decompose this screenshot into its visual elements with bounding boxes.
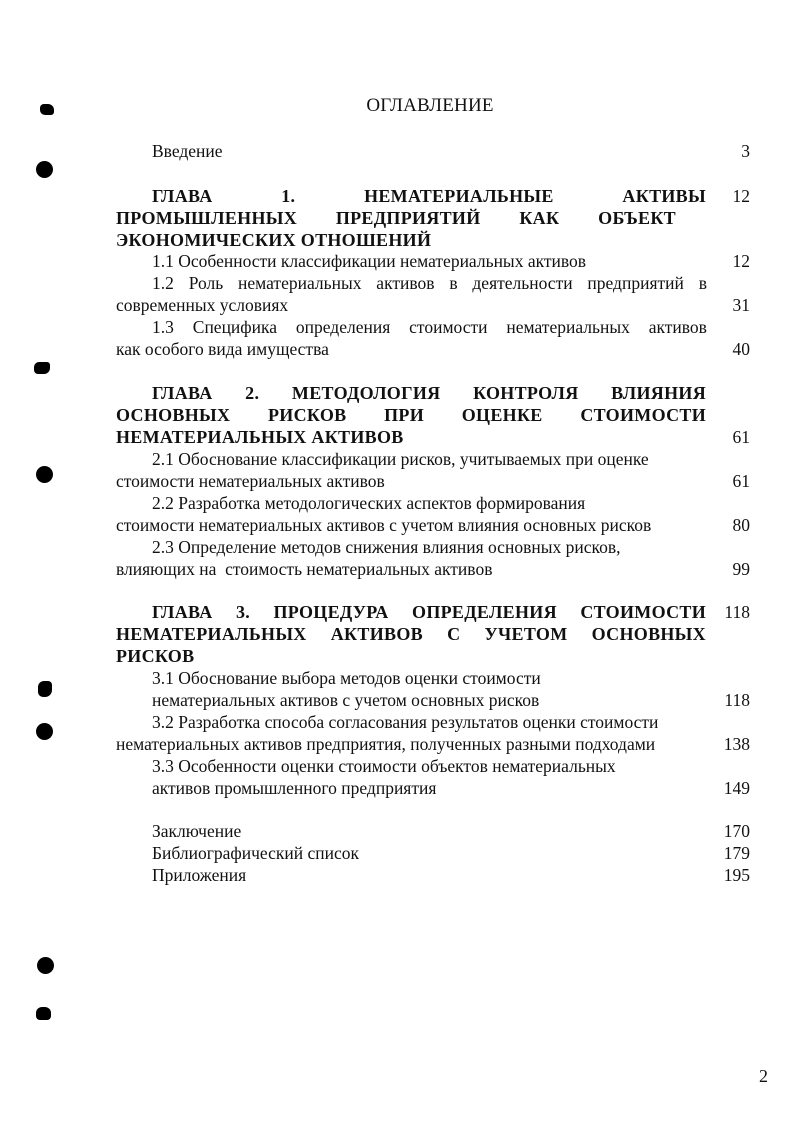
section-3-1-line1: 3.1 Обоснование выбора методов оценки стоимости [152,668,541,688]
toc-conclusion-label: Заключение [152,821,242,841]
scan-mark [34,362,50,374]
section-2-1-page: 61 [732,471,750,491]
section-1-1: 1.1 Особенности классификации нематериальных активов [152,251,587,271]
chapter1-heading-line1: ГЛАВА 1. НЕМАТЕРИАЛЬНЫЕ АКТИВЫ [152,186,706,206]
toc-bibliography-label: Библиографический список [152,843,360,863]
chapter1-page: 12 [732,186,750,206]
section-2-1-line2: стоимости нематериальных активов [116,471,385,491]
chapter3-page: 118 [724,602,750,622]
toc-appendix-label: Приложения [152,865,247,885]
chapter3-heading-line2: НЕМАТЕРИАЛЬНЫХ АКТИВОВ С УЧЕТОМ ОСНОВНЫХ [116,624,706,644]
chapter2-page: 61 [732,427,750,447]
section-3-3-page: 149 [723,778,750,798]
punch-hole [36,723,53,740]
section-1-3-page: 40 [732,339,750,359]
toc-intro-page: 3 [741,141,750,161]
chapter2-heading-line1: ГЛАВА 2. МЕТОДОЛОГИЯ КОНТРОЛЯ ВЛИЯНИЯ [152,383,706,403]
section-1-2-line1: 1.2 Роль нематериальных активов в деятельности предприятий в [152,273,707,293]
section-3-3-line1: 3.3 Особенности оценки стоимости объектов нематериальных [152,756,616,776]
section-1-2-page: 31 [732,295,750,315]
section-2-2-page: 80 [732,515,750,535]
page-number: 2 [759,1066,768,1086]
section-2-3-page: 99 [732,559,750,579]
chapter1-heading-line2: ПРОМЫШЛЕННЫХ ПРЕДПРИЯТИЙ КАК ОБЪЕКТ [116,208,676,228]
section-1-1-page: 12 [732,251,750,271]
chapter3-heading-line1: ГЛАВА 3. ПРОЦЕДУРА ОПРЕДЕЛЕНИЯ СТОИМОСТИ [152,602,706,622]
scan-mark [36,1007,51,1020]
punch-hole [36,161,53,178]
section-1-3-line1: 1.3 Специфика определения стоимости нематериальных активов [152,317,707,337]
section-2-3-line2: влияющих на стоимость нематериальных активов [116,559,493,579]
section-3-3-line2: активов промышленного предприятия [152,778,437,798]
chapter3-heading-line3: РИСКОВ [116,646,195,666]
toc-appendix-page: 195 [723,865,750,885]
section-3-1-line2: нематериальных активов с учетом основных рисков [152,690,540,710]
chapter1-heading-line3: ЭКОНОМИЧЕСКИХ ОТНОШЕНИЙ [116,230,432,250]
section-3-2-page: 138 [723,734,750,754]
section-2-1-line1: 2.1 Обоснование классификации рисков, учитываемых при оценке [152,449,649,469]
section-3-2-line2: нематериальных активов предприятия, полученных разными подходами [116,734,656,754]
section-2-2-line1: 2.2 Разработка методологических аспектов формирования [152,493,586,513]
toc-conclusion-page: 170 [723,821,750,841]
section-3-1-page: 118 [724,690,750,710]
section-2-2-line2: стоимости нематериальных активов с учетом влияния основных рисков [116,515,652,535]
scan-mark [38,681,52,697]
section-2-3-line1: 2.3 Определение методов снижения влияния основных рисков, [152,537,621,557]
toc-intro-label: Введение [152,141,223,161]
punch-hole [37,957,54,974]
section-3-2-line1: 3.2 Разработка способа согласования результатов оценки стоимости [152,712,659,732]
chapter2-heading-line3: НЕМАТЕРИАЛЬНЫХ АКТИВОВ [116,427,404,447]
chapter2-heading-line2: ОСНОВНЫХ РИСКОВ ПРИ ОЦЕНКЕ СТОИМОСТИ [116,405,706,425]
section-1-3-line2: как особого вида имущества [116,339,329,359]
section-1-2-line2: современных условиях [116,295,289,315]
toc-bibliography-page: 179 [723,843,750,863]
page-title: ОГЛАВЛЕНИЕ [366,95,494,116]
punch-hole [36,466,53,483]
